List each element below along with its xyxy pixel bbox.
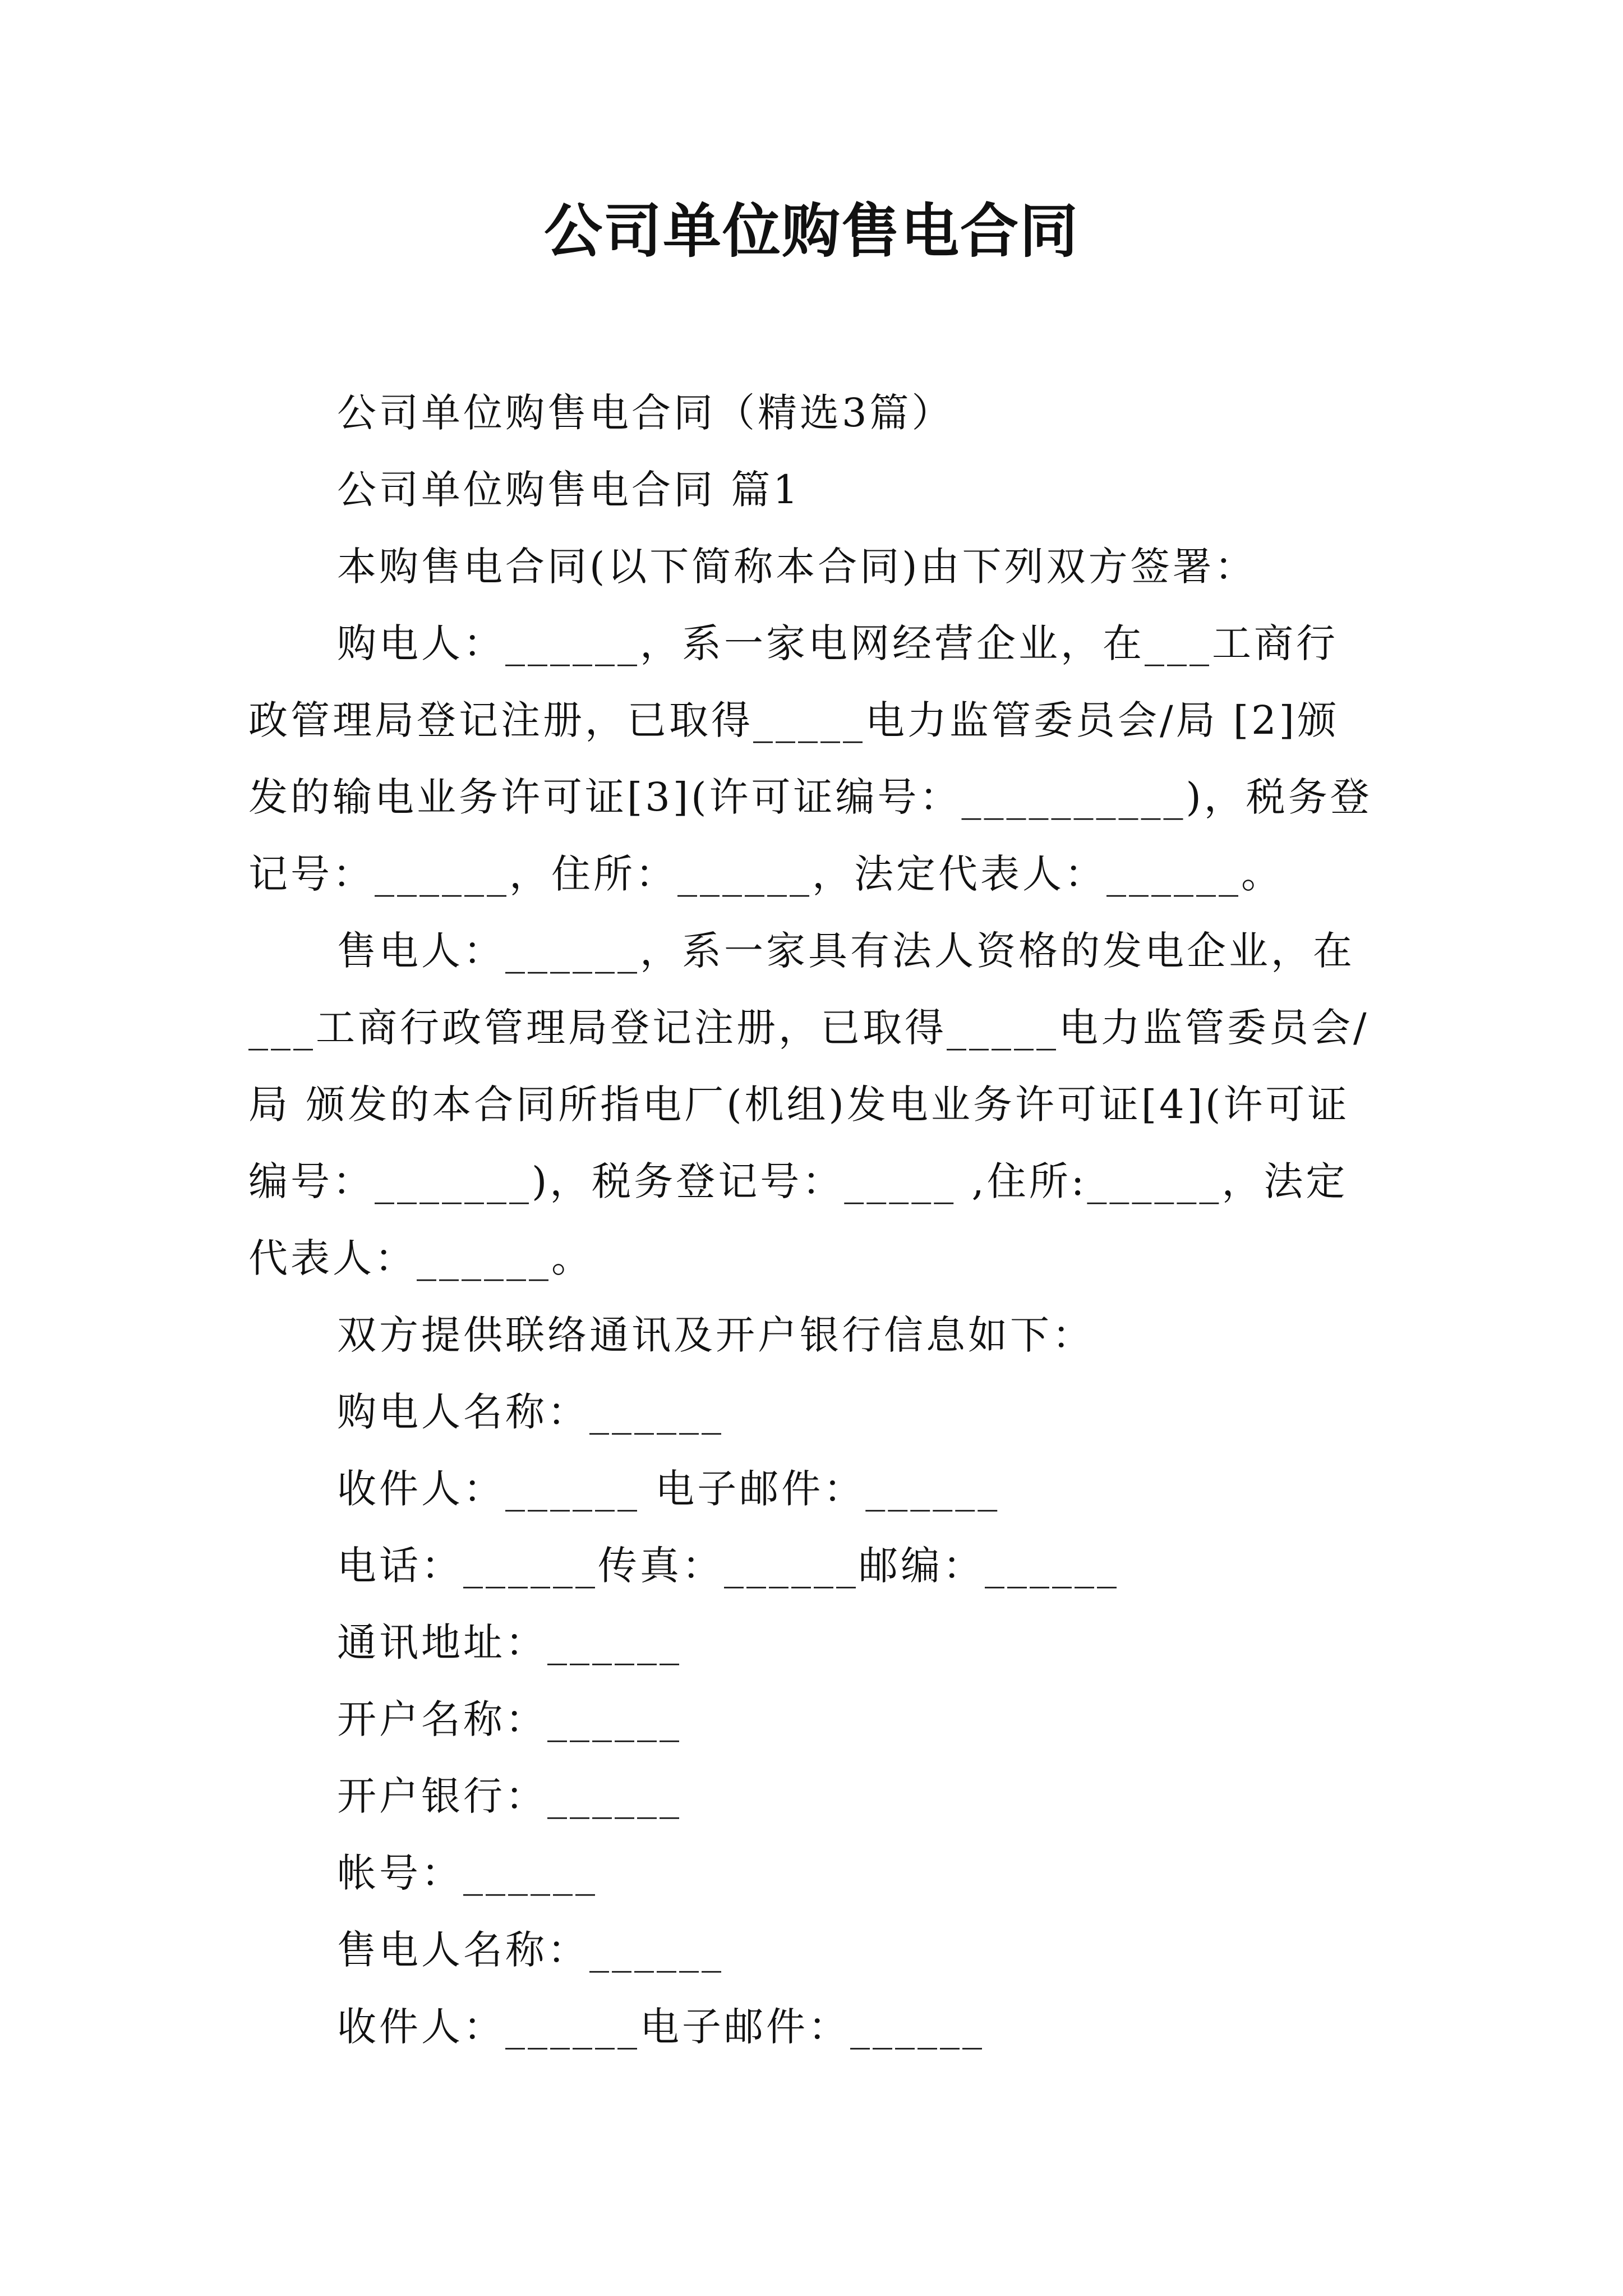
field-buyer-account-number: 帐号：______ — [337, 1850, 598, 1896]
field-buyer-bank: 开户银行：______ — [337, 1773, 682, 1819]
document-body — [248, 375, 1376, 2065]
field-buyer-recipient-email: 收件人：______ 电子邮件：______ — [337, 1466, 1000, 1512]
field-buyer-account-name: 开户名称：______ — [337, 1696, 682, 1742]
field-seller-recipient-email: 收件人：______电子邮件：______ — [337, 2004, 985, 2050]
paragraph-buyer: 购电人：______，系一家电网经营企业，在___工商行政管理局登记注册，已取得_____电力监管委员会/局 [2]颁发的输电业务许可证[3](许可证编号：__________)，税务登记号：______，住所：______，法定代表人：______。 — [248, 620, 1372, 897]
paragraph-seller: 售电人：______，系一家具有法人资格的发电企业，在___工商行政管理局登记注册，已取得_____电力监管委员会/局 颁发的本合同所指电厂(机组)发电业务许可证[4](许可证编号：_______)，税务登记号：_____ ,住所:______，法定代表人：______。 — [248, 928, 1370, 1281]
field-buyer-phone-fax-zip: 电话：______传真：______邮编：______ — [337, 1543, 1119, 1589]
field-seller-name: 售电人名称：______ — [337, 1927, 724, 1973]
field-buyer-name: 购电人名称：______ — [337, 1389, 724, 1435]
paragraph-subtitle: 公司单位购售电合同（精选3篇） — [337, 390, 954, 436]
document-title: 公司单位购售电合同 — [543, 196, 1079, 265]
field-buyer-address: 通讯地址：______ — [337, 1619, 682, 1665]
paragraph-contact-intro: 双方提供联络通讯及开户银行信息如下： — [337, 1312, 1094, 1358]
paragraph-intro: 本购售电合同(以下简称本合同)由下列双方签署： — [337, 544, 1257, 590]
paragraph-section-heading: 公司单位购售电合同 篇1 — [337, 467, 801, 513]
